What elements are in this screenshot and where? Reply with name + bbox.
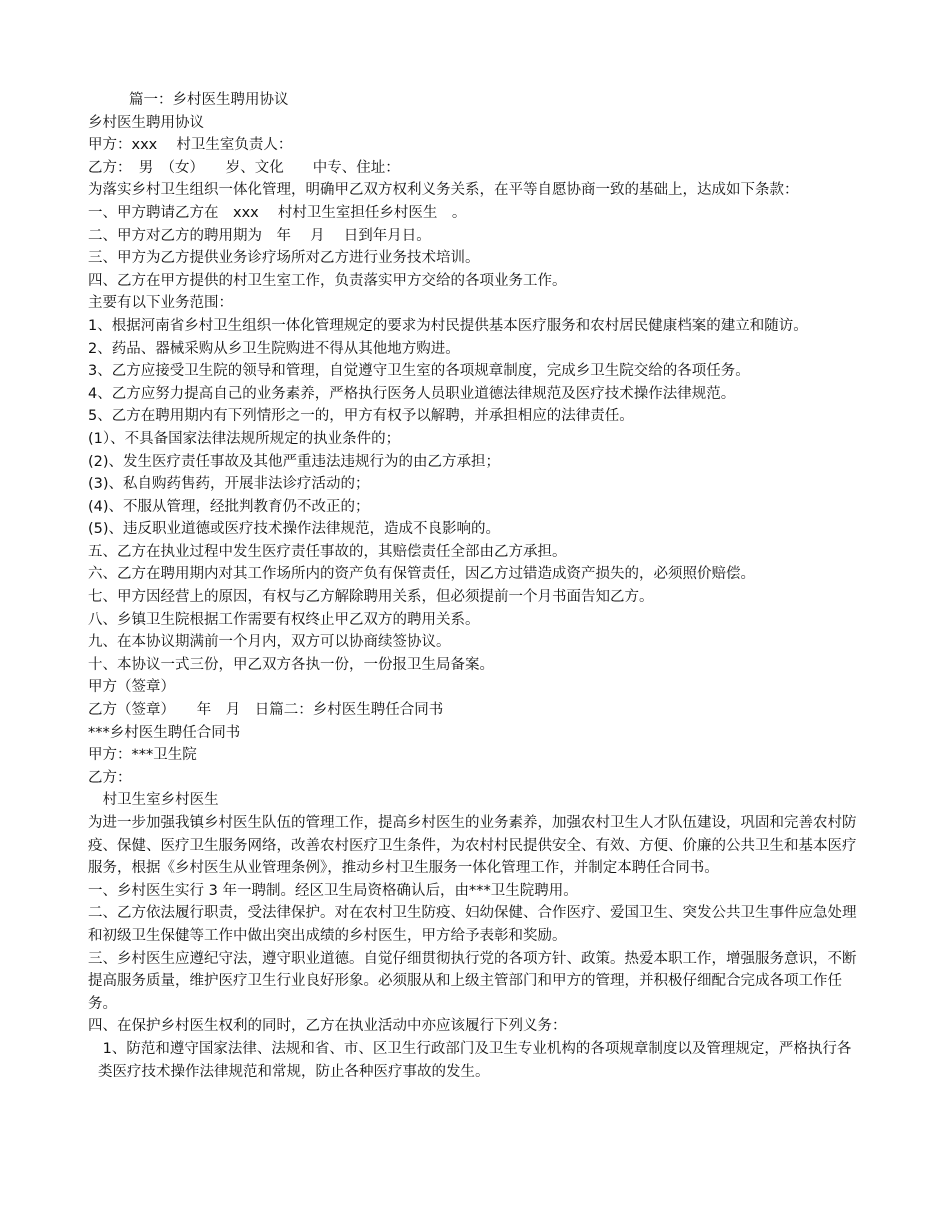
scope-item-5: 5、乙方在聘用期内有下列情形之一的，甲方有权予以解聘，并承担相应的法律责任。 (88, 408, 634, 425)
document-heading: 篇一：乡村医生聘用协议 (129, 92, 289, 108)
clause-6: 六、乙方在聘用期内对其工作场所内的资产负有保管责任，因乙方过错造成资产损失的，必须照价赔偿。 (88, 566, 755, 583)
clause-3: 三、甲方为乙方提供业务诊疗场所对乙方进行业务技术培训。 (88, 250, 480, 267)
dismissal-condition-5: (5)、违反职业道德或医疗技术操作法律规范，造成不良影响的。 (88, 521, 501, 538)
party-b-signature: 乙方（签章） 年 月 日篇二：乡村医生聘任合同书 (88, 702, 444, 719)
scope-item-4: 4、乙方应努力提高自己的业务素养，严格执行医务人员职业道德法律规范及医疗技术操作法律规范。 (88, 385, 736, 402)
clause-7: 七、甲方因经营上的原因，有权与乙方解除聘用关系，但必须提前一个月书面告知乙方。 (88, 589, 654, 606)
clause-1: 一、甲方聘请乙方在 xxx 村村卫生室担任乡村医生 。 (88, 204, 467, 221)
scope-item-1: 1、根据河南省乡村卫生组织一体化管理规定的要求为村民提供基本医疗服务和农村居民健康档案的建立和随访。 (88, 317, 808, 334)
contract-duty-1: 1、防范和遵守国家法律、法规和省、市、区卫生行政部门及卫生专业机构的各项规章制度以及管理规定，严格执行各类医疗技术操作法律规范和常规，防止各种医疗事故的发生。 (98, 1040, 852, 1080)
party-a-signature: 甲方（签章） (88, 679, 175, 696)
contract-party-a: 甲方：***卫生院 (88, 747, 197, 764)
dismissal-condition-3: (3)、私自购药售药，开展非法诊疗活动的； (88, 476, 370, 493)
agreement-title: 乡村医生聘用协议 (88, 114, 204, 131)
dismissal-condition-1: (1）、不具备国家法律法规所规定的执业条件的； (88, 430, 401, 447)
preamble-paragraph: 为落实乡村卫生组织一体化管理，明确甲乙双方权利义务关系，在平等自愿协商一致的基础上，达成如下条款： (88, 182, 799, 199)
contract-clause-1: 一、乡村医生实行 3 年一聘制。经区卫生局资格确认后，由***卫生院聘用。 (88, 882, 578, 899)
party-a-line: 甲方：xxx 村卫生室负责人： (88, 137, 293, 154)
scope-heading: 主要有以下业务范围： (88, 295, 233, 312)
contract-clause-2: 二、乙方依法履行职责，受法律保护。对在农村卫生防疫、妇幼保健、合作医疗、爱国卫生、突发公共卫生事件应急处理和初级卫生保健等工作中做出突出成绩的乡村医生，甲方给予表彰和奖励。 (88, 905, 857, 944)
clause-10: 十、本协议一式三份，甲乙双方各执一份，一份报卫生局备案。 (88, 656, 494, 673)
contract-preamble: 为进一步加强我镇乡村医生队伍的管理工作，提高乡村医生的业务素养，加强农村卫生人才队伍建设，巩固和完善农村防疫、保健、医疗卫生服务网络，改善农村医疗卫生条件，为农村村民提供安全、有效、方便、价廉的公共卫生和基本医疗服务，根据《乡村医生从业管理条例》，推动乡村卫生服务一体化管理工作，并制定本聘任合同书。 (88, 815, 857, 877)
scope-item-3: 3、乙方应接受卫生院的领导和管理，自觉遵守卫生室的各项规章制度，完成乡卫生院交给的各项任务。 (88, 363, 750, 380)
contract-party-b-role: 村卫生室乡村医生 (98, 792, 219, 809)
clause-5: 五、乙方在执业过程中发生医疗责任事故的，其赔偿责任全部由乙方承担。 (88, 543, 567, 560)
clause-2: 二、甲方对乙方的聘用期为 年 月 日到年月日。 (88, 227, 431, 244)
party-b-line: 乙方： 男 （女） 岁、文化 中专、住址： (88, 159, 400, 176)
clause-8: 八、乡镇卫生院根据工作需要有权终止甲乙双方的聘用关系。 (88, 611, 480, 628)
document-page (88, 89, 860, 1083)
clause-4: 四、乙方在甲方提供的村卫生室工作，负责落实甲方交给的各项业务工作。 (88, 272, 567, 289)
contract-title: ***乡村医生聘任合同书 (88, 724, 241, 741)
contract-clause-3: 三、乡村医生应遵纪守法，遵守职业道德。自觉仔细贯彻执行党的各项方针、政策。热爱本职工作，增强服务意识，不断提高服务质量，维护医疗卫生行业良好形象。必须服从和上级主管部门和甲方的管理，并积极仔细配合完成各项工作任务。 (88, 950, 857, 1012)
dismissal-condition-2: (2)、发生医疗责任事故及其他严重违法违规行为的由乙方承担； (88, 453, 501, 470)
contract-party-b: 乙方： (88, 769, 132, 786)
contract-clause-4: 四、在保护乡村医生权利的同时，乙方在执业活动中亦应该履行下列义务： (88, 1018, 567, 1035)
clause-9: 九、在本协议期满前一个月内，双方可以协商续签协议。 (88, 634, 451, 651)
scope-item-2: 2、药品、器械采购从乡卫生院购进不得从其他地方购进。 (88, 340, 460, 357)
dismissal-condition-4: (4)、不服从管理，经批判教育仍不改正的； (88, 498, 370, 515)
